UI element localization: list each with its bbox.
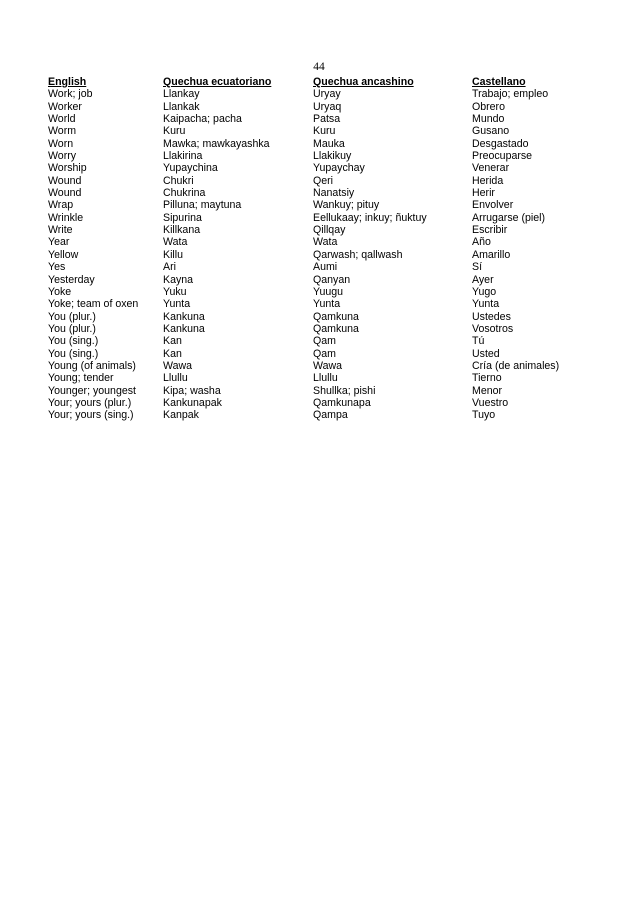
quechua-ecuatoriano-cell: Kayna xyxy=(163,273,194,286)
english-cell: Wound xyxy=(48,187,82,200)
quechua-ecuatoriano-cell: Chukrina xyxy=(163,187,206,200)
header-row xyxy=(48,76,582,88)
quechua-ancashino-cell: Aumi xyxy=(313,261,338,274)
table-row xyxy=(48,125,582,137)
table-row xyxy=(48,397,582,409)
quechua-ancashino-cell: Mauka xyxy=(313,137,345,150)
table-row xyxy=(48,199,582,211)
quechua-ancashino-cell: Wankuy; pituy xyxy=(313,199,380,212)
table-row xyxy=(48,113,582,125)
castellano-cell: Preocuparse xyxy=(472,150,533,163)
english-cell: You (sing.) xyxy=(48,335,99,348)
quechua-ancashino-cell: Qillqay xyxy=(313,224,346,237)
castellano-cell: Ustedes xyxy=(472,310,511,323)
english-cell: Young; tender xyxy=(48,372,114,385)
castellano-cell: Cría (de animales) xyxy=(472,359,560,372)
quechua-ecuatoriano-cell: Kankuna xyxy=(163,322,205,335)
quechua-ancashino-cell: Qampa xyxy=(313,409,348,422)
quechua-ecuatoriano-cell: Killu xyxy=(163,248,184,261)
quechua-ancashino-cell: Llakikuy xyxy=(313,150,352,163)
quechua-ecuatoriano-cell: Sipurina xyxy=(163,211,202,224)
english-cell: Wound xyxy=(48,174,82,187)
header-quechua-ancashino: Quechua ancashino xyxy=(313,76,414,88)
table-row xyxy=(48,224,582,236)
quechua-ecuatoriano-cell: Kanpak xyxy=(163,409,199,422)
castellano-cell: Tuyo xyxy=(472,409,496,422)
english-cell: Write xyxy=(48,224,73,237)
quechua-ecuatoriano-cell: Yupaychina xyxy=(163,162,218,175)
table-row xyxy=(48,187,582,199)
english-cell: You (plur.) xyxy=(48,322,96,335)
table-row xyxy=(48,274,582,286)
quechua-ecuatoriano-cell: Mawka; mawkayashka xyxy=(163,137,270,150)
castellano-cell: Usted xyxy=(472,347,500,360)
english-cell: Yesterday xyxy=(48,273,95,286)
quechua-ecuatoriano-cell: Ari xyxy=(163,261,176,274)
quechua-ecuatoriano-cell: Yuku xyxy=(163,285,187,298)
quechua-ecuatoriano-cell: Llankak xyxy=(163,100,200,113)
castellano-cell: Amarillo xyxy=(472,248,511,261)
table-row xyxy=(48,286,582,298)
table-row xyxy=(48,175,582,187)
english-cell: Work; job xyxy=(48,88,93,101)
quechua-ancashino-cell: Qam xyxy=(313,335,336,348)
english-cell: Yoke; team of oxen xyxy=(48,298,139,311)
header-quechua-ecuatoriano: Quechua ecuatoriano xyxy=(163,76,272,88)
castellano-cell: Venerar xyxy=(472,162,510,175)
quechua-ancashino-cell: Shullka; pishi xyxy=(313,384,376,397)
english-cell: Your; yours (sing.) xyxy=(48,409,134,422)
quechua-ancashino-cell: Qam xyxy=(313,347,336,360)
table-row xyxy=(48,261,582,273)
quechua-ecuatoriano-cell: Kipa; washa xyxy=(163,384,221,397)
english-cell: Yes xyxy=(48,261,66,274)
castellano-cell: Desgastado xyxy=(472,137,529,150)
castellano-cell: Escribir xyxy=(472,224,508,237)
castellano-cell: Menor xyxy=(472,384,503,397)
table-row xyxy=(48,323,582,335)
quechua-ecuatoriano-cell: Yunta xyxy=(163,298,191,311)
table-row xyxy=(48,372,582,384)
quechua-ecuatoriano-cell: Kan xyxy=(163,347,182,360)
english-cell: Worker xyxy=(48,100,82,113)
english-cell: Worn xyxy=(48,137,74,150)
castellano-cell: Herir xyxy=(472,187,495,200)
quechua-ancashino-cell: Eellukaay; inkuy; ñuktuy xyxy=(313,211,427,224)
castellano-cell: Tierno xyxy=(472,372,502,385)
castellano-cell: Vuestro xyxy=(472,396,509,409)
quechua-ancashino-cell: Yupaychay xyxy=(313,162,365,175)
english-cell: Your; yours (plur.) xyxy=(48,396,132,409)
quechua-ecuatoriano-cell: Wawa xyxy=(163,359,193,372)
quechua-ecuatoriano-cell: Kankunapak xyxy=(163,396,222,409)
table-row xyxy=(48,236,582,248)
header-english: English xyxy=(48,76,87,88)
quechua-ecuatoriano-cell: Llankay xyxy=(163,88,200,101)
table-row xyxy=(48,360,582,372)
english-cell: Wrinkle xyxy=(48,211,84,224)
quechua-ancashino-cell: Wata xyxy=(313,236,338,249)
table-row xyxy=(48,212,582,224)
table-row xyxy=(48,88,582,100)
quechua-ecuatoriano-cell: Kaipacha; pacha xyxy=(163,113,242,126)
castellano-cell: Gusano xyxy=(472,125,510,138)
castellano-cell: Arrugarse (piel) xyxy=(472,211,546,224)
quechua-ecuatoriano-cell: Kan xyxy=(163,335,182,348)
castellano-cell: Año xyxy=(472,236,491,249)
quechua-ecuatoriano-cell: Llullu xyxy=(163,372,188,385)
quechua-ancashino-cell: Qarwash; qallwash xyxy=(313,248,403,261)
english-cell: Worship xyxy=(48,162,87,175)
castellano-cell: Vosotros xyxy=(472,322,514,335)
quechua-ancashino-cell: Yunta xyxy=(313,298,341,311)
castellano-cell: Ayer xyxy=(472,273,494,286)
table-row xyxy=(48,138,582,150)
page-number: 44 xyxy=(313,61,325,73)
english-cell: You (sing.) xyxy=(48,347,99,360)
table-row xyxy=(48,162,582,174)
quechua-ancashino-cell: Yuugu xyxy=(313,285,344,298)
english-cell: Worm xyxy=(48,125,77,138)
table-row xyxy=(48,298,582,310)
castellano-cell: Trabajo; empleo xyxy=(472,88,549,101)
castellano-cell: Herida xyxy=(472,174,504,187)
english-cell: Wrap xyxy=(48,199,74,212)
quechua-ancashino-cell: Llullu xyxy=(313,372,338,385)
castellano-cell: Yugo xyxy=(472,285,497,298)
quechua-ancashino-cell: Kuru xyxy=(313,125,336,138)
quechua-ecuatoriano-cell: Wata xyxy=(163,236,188,249)
english-cell: You (plur.) xyxy=(48,310,96,323)
castellano-cell: Obrero xyxy=(472,100,505,113)
castellano-cell: Mundo xyxy=(472,113,505,126)
quechua-ancashino-cell: Nanatsiy xyxy=(313,187,355,200)
table-row xyxy=(48,348,582,360)
quechua-ancashino-cell: Wawa xyxy=(313,359,343,372)
glossary-table xyxy=(48,76,582,422)
quechua-ancashino-cell: Uryay xyxy=(313,88,341,101)
table-row xyxy=(48,249,582,261)
quechua-ancashino-cell: Patsa xyxy=(313,113,341,126)
header-castellano: Castellano xyxy=(472,76,526,88)
table-row xyxy=(48,385,582,397)
castellano-cell: Sí xyxy=(472,261,483,274)
quechua-ecuatoriano-cell: Kuru xyxy=(163,125,186,138)
table-row xyxy=(48,101,582,113)
english-cell: Young (of animals) xyxy=(48,359,136,372)
table-row xyxy=(48,311,582,323)
quechua-ecuatoriano-cell: Killkana xyxy=(163,224,201,237)
quechua-ecuatoriano-cell: Pilluna; maytuna xyxy=(163,199,242,212)
quechua-ancashino-cell: Qamkuna xyxy=(313,322,359,335)
table-row xyxy=(48,335,582,347)
english-cell: Yellow xyxy=(48,248,79,261)
quechua-ancashino-cell: Qamkunapa xyxy=(313,396,371,409)
quechua-ancashino-cell: Qamkuna xyxy=(313,310,359,323)
table-row xyxy=(48,150,582,162)
quechua-ancashino-cell: Qeri xyxy=(313,174,334,187)
english-cell: Year xyxy=(48,236,70,249)
quechua-ecuatoriano-cell: Llakirina xyxy=(163,150,203,163)
quechua-ancashino-cell: Qanyan xyxy=(313,273,351,286)
castellano-cell: Tú xyxy=(472,335,485,348)
table-row xyxy=(48,409,582,421)
quechua-ecuatoriano-cell: Chukri xyxy=(163,174,194,187)
english-cell: Worry xyxy=(48,150,77,163)
quechua-ecuatoriano-cell: Kankuna xyxy=(163,310,205,323)
quechua-ancashino-cell: Uryaq xyxy=(313,100,342,113)
english-cell: Younger; youngest xyxy=(48,384,136,397)
castellano-cell: Envolver xyxy=(472,199,514,212)
english-cell: World xyxy=(48,113,76,126)
english-cell: Yoke xyxy=(48,285,72,298)
castellano-cell: Yunta xyxy=(472,298,500,311)
